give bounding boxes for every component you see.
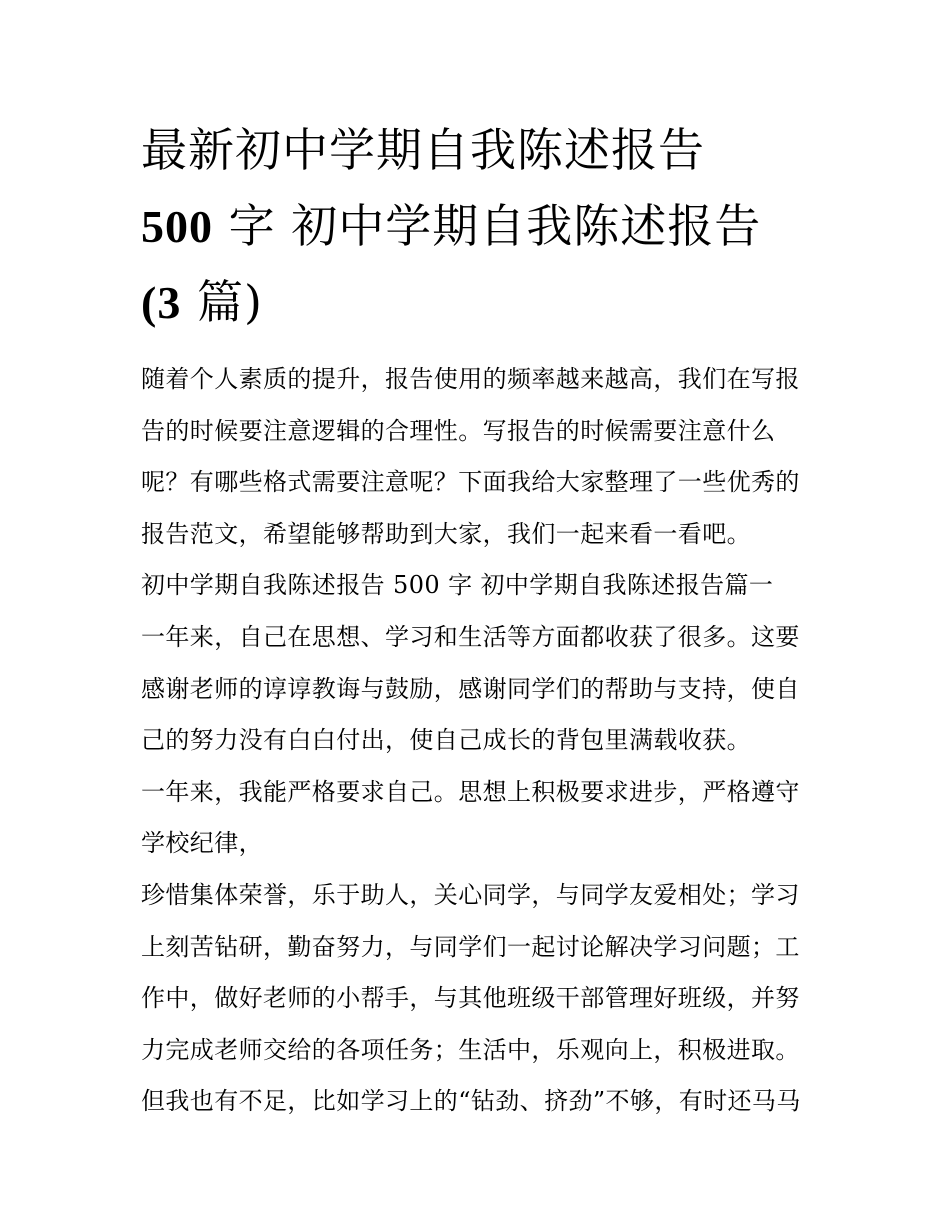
document-page xyxy=(141,112,821,1128)
body-text-line: 呢？有哪些格式需要注意呢？下面我给大家整理了一些优秀的 xyxy=(141,468,800,497)
title-line: 最新初中学期自我陈述报告 xyxy=(141,123,705,177)
body-text-line: 感谢老师的谆谆教诲与鼓励，感谢同学们的帮助与支持，使自 xyxy=(141,674,800,703)
section-heading: 初中学期自我陈述报告 500 字 初中学期自我陈述报告篇一 xyxy=(141,571,774,600)
body-text-line: 己的努力没有白白付出，使自己成长的背包里满载收获。 xyxy=(141,726,751,755)
document-body xyxy=(141,354,821,1128)
body-text-line: 珍惜集体荣誉，乐于助人，关心同学，与同学友爱相处；学习 xyxy=(141,880,800,909)
body-text-line: 报告范文，希望能够帮助到大家，我们一起来看一看吧。 xyxy=(141,519,751,548)
body-text-line: 但我也有不足，比如学习上的“钻劲、挤劲”不够，有时还马马 xyxy=(141,1087,801,1116)
title-line: (3 篇) xyxy=(141,275,263,329)
body-text-line: 力完成老师交给的各项任务；生活中，乐观向上，积极进取。 xyxy=(141,1035,800,1064)
body-text-line: 作中，做好老师的小帮手，与其他班级干部管理好班级，并努 xyxy=(141,984,800,1013)
body-text-line: 学校纪律， xyxy=(141,829,263,858)
body-text-line: 随着个人素质的提升，报告使用的频率越来越高，我们在写报 xyxy=(141,365,800,393)
body-text-line: 告的时候要注意逻辑的合理性。写报告的时候需要注意什么 xyxy=(141,416,776,445)
body-text-line: 一年来，自己在思想、学习和生活等方面都收获了很多。这要 xyxy=(141,622,800,651)
document-title xyxy=(141,112,821,340)
body-text-line: 上刻苦钻研，勤奋努力，与同学们一起讨论解决学习问题；工 xyxy=(141,932,800,961)
body-text-line: 一年来，我能严格要求自己。思想上积极要求进步，严格遵守 xyxy=(141,777,800,806)
title-line: 500 字 初中学期自我陈述报告 xyxy=(141,199,762,253)
